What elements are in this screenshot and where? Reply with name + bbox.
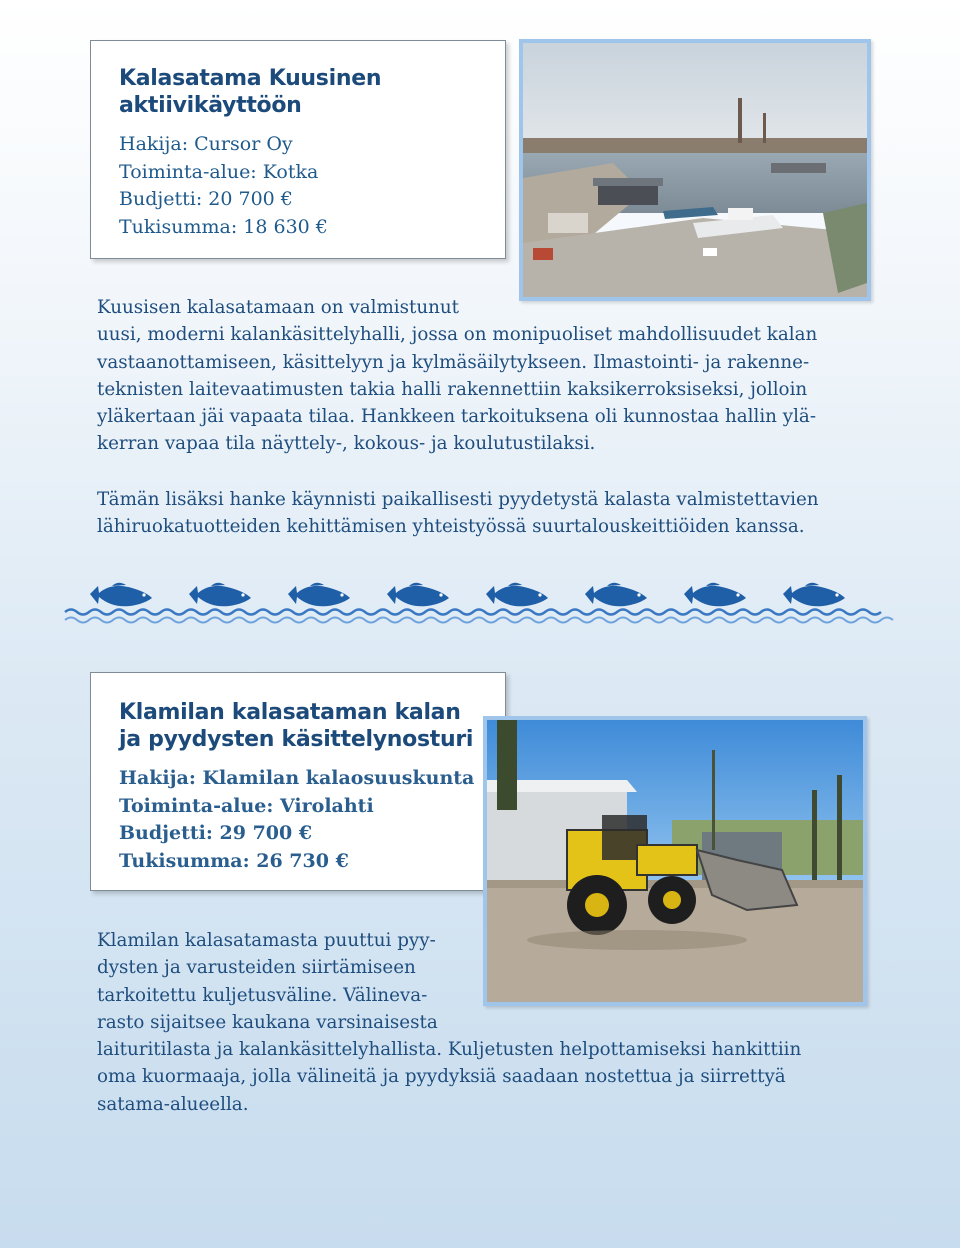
fish-icon (288, 583, 350, 607)
harbour-illustration (523, 43, 867, 297)
wave-line-top (65, 610, 881, 615)
section-title-klamila: Klamilan kalasataman kalan ja pyydysten käsittelynosturi (119, 700, 474, 752)
kuusinen-description: Kuusisen kalasatamaan on valmistunut uusi, moderni kalankäsittelyhalli, jossa on monipuoliset mahdollisuudet kalan vastaanottamiseen, käsittelyyn ja kylmäsäilytykseen. Ilmastointi- ja rakenne- teknisten laitevaatimusten takia halli rakennettiin kaksikerroksiseksi, jolloin yläkertaan jäi vapaata tilaa. Hankkeen tarkoituksena oli kunnostaa hallin ylä- kerran vapaa tila näyttely-, kokous- ja koulutustilaksi. (97, 297, 818, 455)
info-box-klamila (90, 672, 506, 891)
section-title-kuusinen: Kalasatama Kuusinen aktiivikäyttöön (119, 66, 382, 118)
grant-label: Tukisumma: 18 630 € (119, 215, 328, 238)
wave-line-bottom (65, 618, 893, 623)
klamila-description: Klamilan kalasatamasta puuttui pyy- dysten ja varusteiden siirtämiseen tarkoitettu kuljetusväline. Välineva- rasto sijaitsee kaukana varsinaisesta laituritilasta ja kalankäsittelyhallista. Kuljetusten helpottamiseksi hankittiin oma kuormaaja, jolla välineitä ja pyydyksiä saadaan nostettua ja siirrettyä satama-alueella. (97, 930, 802, 1115)
area-label: Toiminta-alue: Virolahti (119, 794, 374, 817)
fish-icon (189, 583, 251, 607)
harbour-photo (519, 39, 871, 301)
area-label: Toiminta-alue: Kotka (119, 160, 319, 183)
applicant-label: Hakija: Klamilan kalaosuuskunta (119, 767, 475, 789)
grant-label: Tukisumma: 26 730 € (119, 849, 349, 872)
info-box-kuusinen (90, 40, 506, 259)
fish-icon (90, 583, 152, 607)
fish-icon (684, 583, 746, 607)
fish-row (90, 583, 845, 607)
applicant-label: Hakija: Cursor Oy (119, 133, 293, 155)
fish-wave-divider (60, 580, 900, 640)
fish-icon (585, 583, 647, 607)
fish-icon (387, 583, 449, 607)
fish-icon (783, 583, 845, 607)
fish-icon (486, 583, 548, 607)
kuusinen-additional: Tämän lisäksi hanke käynnisti paikallisesti pyydetystä kalasta valmistettavien lähiruokatuotteiden kehittämisen yhteistyössä suurtalouskeittiöiden kanssa. (97, 489, 819, 538)
budget-label: Budjetti: 20 700 € (119, 188, 293, 210)
budget-label: Budjetti: 29 700 € (119, 822, 313, 844)
